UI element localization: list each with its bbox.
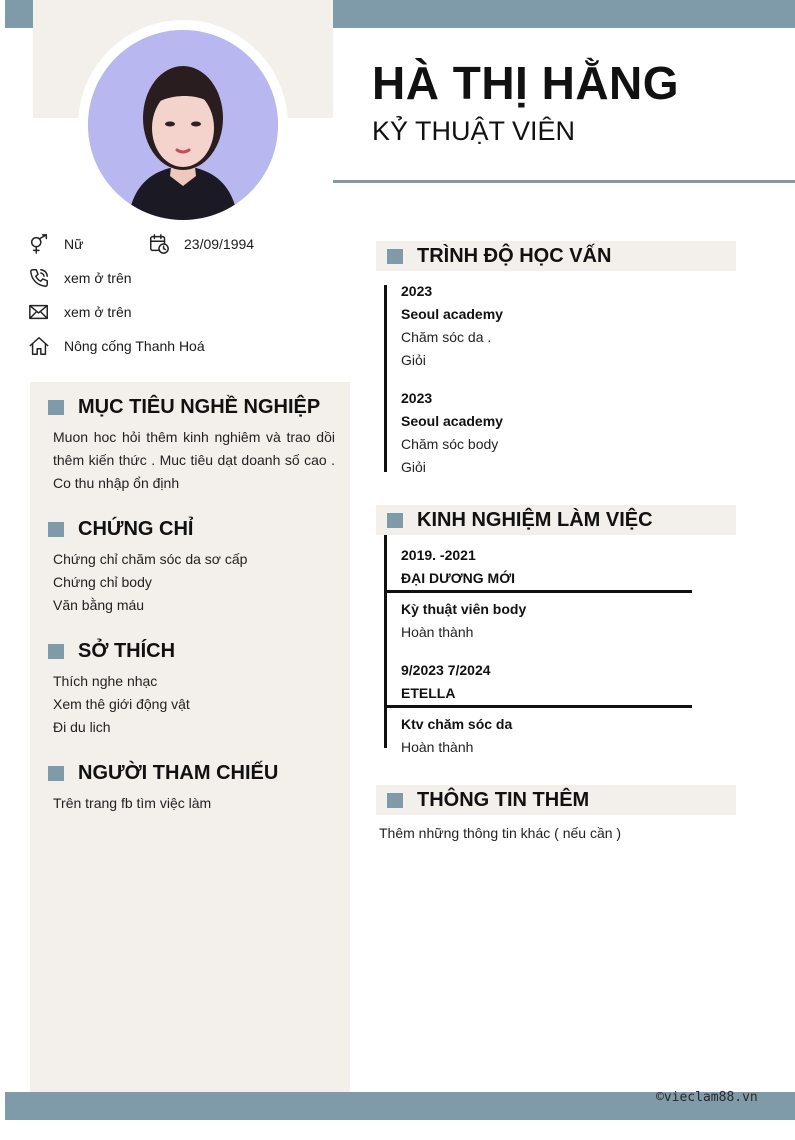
- experience-entry-header: [401, 659, 491, 705]
- home-icon: [28, 335, 50, 357]
- footer-credit: ©vieclam88.vn: [656, 1090, 758, 1105]
- certificates-list: [53, 548, 247, 617]
- profile-photo: [88, 30, 278, 220]
- education-school: Seoul academy: [401, 306, 503, 322]
- list-item: Xem thê giới động vật: [53, 696, 190, 712]
- experience-divider: [387, 705, 692, 708]
- references-list: [53, 792, 211, 815]
- gender-value: Nữ: [64, 236, 84, 252]
- section-marker: [48, 522, 64, 537]
- education-major: Chăm sóc da .: [401, 329, 492, 345]
- objective-text: Muon hoc hỏi thêm kinh nghiêm và trao dồi thêm kiến thức . Muc tiêu dạt doanh số cao . Co thu nhập ổn định: [53, 429, 335, 491]
- contact-phone: [28, 267, 132, 289]
- education-major: Chăm sóc body: [401, 436, 499, 452]
- experience-position: Kỳ thuật viên body: [401, 601, 527, 617]
- experience-company: ĐẠI DƯƠNG MỚI: [401, 570, 516, 586]
- section-marker: [48, 644, 64, 659]
- experience-position: Ktv chăm sóc da: [401, 716, 513, 732]
- experience-entry-detail: [401, 713, 512, 759]
- list-item: Chứng chỉ chăm sóc da sơ cấp: [53, 551, 248, 567]
- education-grade: Giỏi: [401, 352, 426, 368]
- list-item: Trên trang fb tìm việc làm: [53, 795, 212, 811]
- experience-period: 2019. -2021: [401, 547, 476, 563]
- contact-address: [28, 335, 205, 357]
- list-item: Đi du lich: [53, 719, 111, 735]
- contact-gender: [28, 233, 83, 255]
- list-item: Chứng chỉ body: [53, 574, 152, 590]
- phone-value: xem ở trên: [64, 270, 132, 286]
- education-entry: [401, 387, 503, 479]
- calendar-icon: [148, 233, 170, 255]
- education-grade: Giỏi: [401, 459, 426, 475]
- education-year: 2023: [401, 283, 433, 299]
- section-marker: [387, 513, 403, 528]
- experience-description: Hoàn thành: [401, 739, 474, 755]
- education-year: 2023: [401, 390, 433, 406]
- gender-icon: [28, 233, 50, 255]
- list-item: Văn bằng máu: [53, 597, 145, 613]
- section-marker: [48, 766, 64, 781]
- objective-heading: MỤC TIÊU NGHỀ NGHIỆP: [48, 396, 320, 419]
- contact-email: [28, 301, 132, 323]
- experience-company: ETELLA: [401, 685, 456, 701]
- birthday-value: 23/09/1994: [184, 236, 255, 252]
- hobbies-list: [53, 670, 190, 739]
- education-heading: TRÌNH ĐỘ HỌC VẤN: [376, 241, 736, 271]
- experience-heading: KINH NGHIỆM LÀM VIỆC: [376, 505, 736, 535]
- education-entry: [401, 280, 503, 372]
- candidate-name: HÀ THỊ HẰNG: [372, 57, 680, 109]
- experience-timeline: [384, 535, 387, 748]
- additional-info-text: Thêm những thông tin khác ( nếu cần ): [379, 825, 622, 841]
- experience-divider: [387, 590, 692, 593]
- experience-entry-header: [401, 544, 515, 590]
- education-school: Seoul academy: [401, 413, 503, 429]
- certificates-heading: CHỨNG CHỈ: [48, 518, 193, 541]
- experience-entry-detail: [401, 598, 526, 644]
- education-timeline: [384, 285, 387, 472]
- phone-icon: [28, 267, 50, 289]
- envelope-icon: [28, 301, 50, 323]
- section-marker: [387, 793, 403, 808]
- title-divider: [333, 180, 795, 183]
- experience-description: Hoàn thành: [401, 624, 474, 640]
- additional-info-heading: THÔNG TIN THÊM: [376, 785, 736, 815]
- section-marker: [387, 249, 403, 264]
- section-marker: [48, 400, 64, 415]
- list-item: Thích nghe nhạc: [53, 673, 158, 689]
- hobbies-heading: SỞ THÍCH: [48, 640, 175, 663]
- experience-period: 9/2023 7/2024: [401, 662, 491, 678]
- left-sidebar: [30, 382, 350, 1120]
- address-value: Nông cống Thanh Hoá: [64, 338, 205, 354]
- contact-birthday: [148, 233, 254, 255]
- job-title: KỶ THUẬT VIÊN: [372, 116, 576, 146]
- references-heading: NGƯỜI THAM CHIẾU: [48, 762, 278, 785]
- email-value: xem ở trên: [64, 304, 132, 320]
